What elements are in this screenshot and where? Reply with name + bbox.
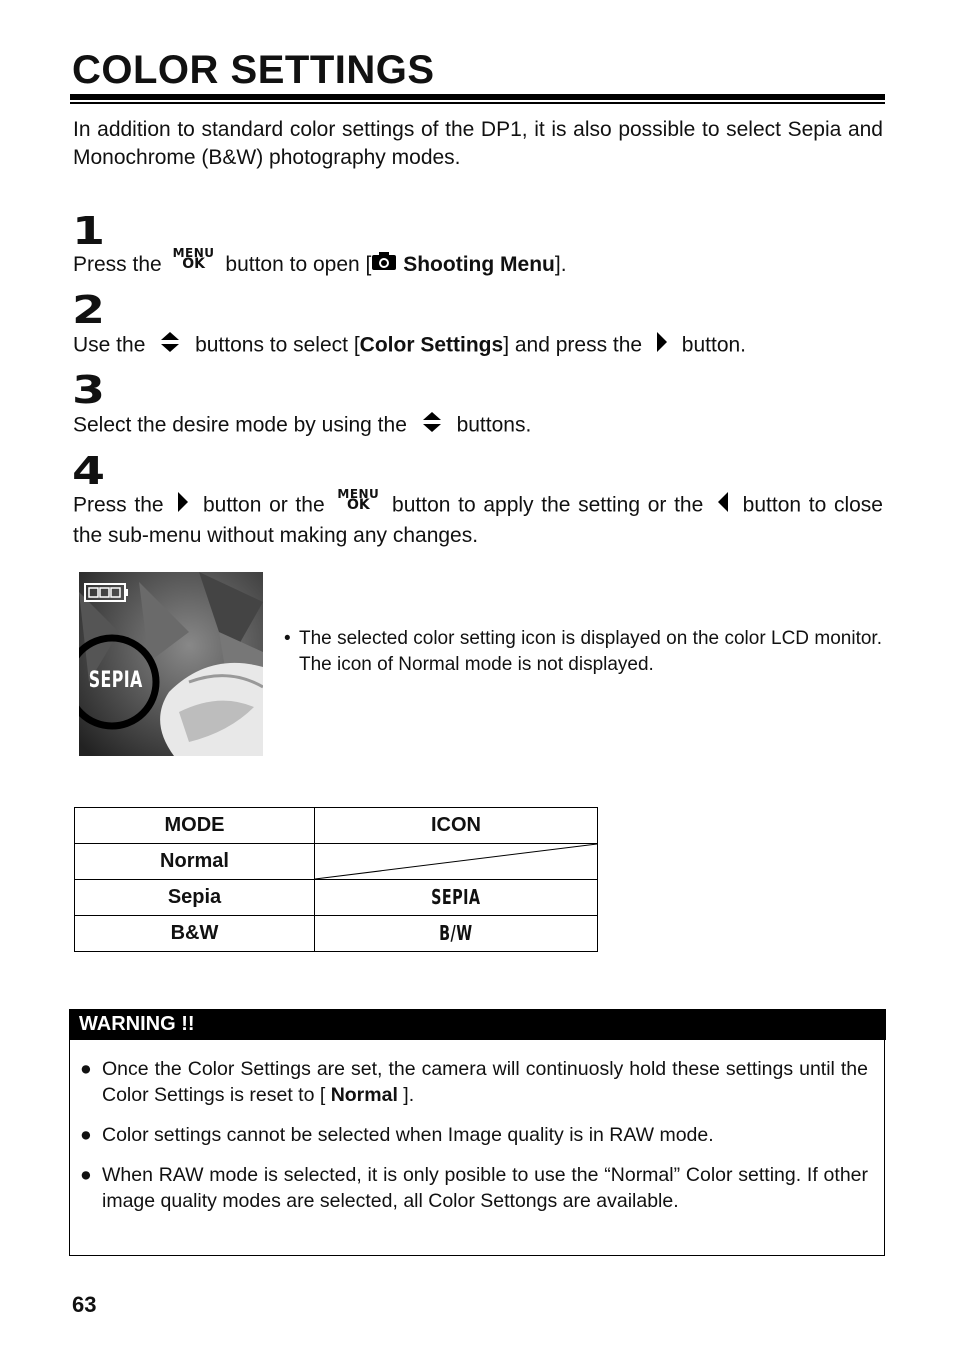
step-3-number: 3: [72, 368, 106, 412]
bw-icon: B/W: [439, 921, 473, 945]
sepia-badge: SEPIA: [88, 668, 143, 693]
warning-item: ● Once the Color Settings are set, the camera will continuosly hold these settings until the Color Settings is reset to [ Normal ].: [80, 1058, 868, 1106]
menu-ok-icon: MENU OK: [337, 487, 380, 513]
warning-box: [69, 1040, 885, 1256]
table-cell-icon: [315, 916, 598, 952]
table-row: [75, 844, 598, 880]
step-2-menu-item: Color Settings: [359, 333, 504, 357]
bullet-icon: ●: [80, 1164, 92, 1186]
table-row: [75, 880, 598, 916]
menu-ok-icon: MENU OK: [172, 246, 215, 273]
bullet-icon: ●: [80, 1124, 92, 1146]
camera-icon: [371, 251, 397, 279]
page-title: COLOR SETTINGS: [72, 48, 435, 92]
table-row: [75, 916, 598, 952]
table-cell-mode: B&W: [75, 916, 315, 952]
warning-item: ● Color settings cannot be selected when Image quality is in RAW mode.: [80, 1124, 714, 1146]
warning-title: WARNING !!: [69, 1009, 886, 1040]
step-2-number: 2: [72, 288, 106, 332]
step-4-text: Press the button or the MENU OK button to apply the setting or the button to close the sub-menu without making any changes.: [73, 487, 883, 547]
right-arrow-icon: [177, 490, 189, 522]
up-down-arrows-icon: [421, 410, 443, 442]
intro-paragraph: In addition to standard color settings of the DP1, it is also possible to select Sepia and Monochrome (B&W) photography modes.: [73, 118, 883, 169]
mode-table: [74, 807, 598, 952]
step-2-text: Use the buttons to select [Color Settings] and press the button.: [73, 330, 746, 362]
table-cell-mode: Sepia: [75, 880, 315, 916]
sepia-icon: SEPIA: [431, 885, 481, 909]
note-paragraph: [284, 626, 882, 678]
step-1-text-b: button to open [: [225, 253, 372, 276]
step-1-number: 1: [72, 209, 106, 253]
warning-item: ● When RAW mode is selected, it is only posible to use the “Normal” Color setting. If other image quality modes are selected, all Color Settongs are available.: [80, 1164, 868, 1212]
left-arrow-icon: [717, 490, 729, 522]
table-cell-icon: [315, 880, 598, 916]
step-4-number: 4: [72, 449, 106, 493]
step-1-text-a: Press the: [73, 253, 162, 276]
step-1-menu-name: Shooting Menu: [403, 253, 555, 276]
note-bullet: •: [284, 628, 291, 649]
bullet-icon: ●: [80, 1058, 92, 1080]
note-text: The selected color setting icon is displayed on the color LCD monitor. The icon of Normal mode is not displayed.: [299, 628, 882, 675]
table-cell-mode: Normal: [75, 844, 315, 880]
table-cell-icon-empty: [315, 844, 598, 880]
table-header-row: [75, 808, 598, 844]
right-arrow-icon: [656, 330, 668, 362]
step-3-text: Select the desire mode by using the buttons.: [73, 410, 531, 442]
lcd-preview-photo: [79, 572, 263, 756]
table-header-mode: MODE: [75, 808, 315, 844]
page-number: 63: [72, 1292, 97, 1317]
up-down-arrows-icon: [159, 330, 181, 362]
table-header-icon: ICON: [315, 808, 598, 844]
step-1-text: Press the MENU OK button to open [ Shooting Menu].: [73, 251, 567, 279]
title-rule: [70, 94, 885, 100]
title-rule-thin: [70, 102, 885, 104]
